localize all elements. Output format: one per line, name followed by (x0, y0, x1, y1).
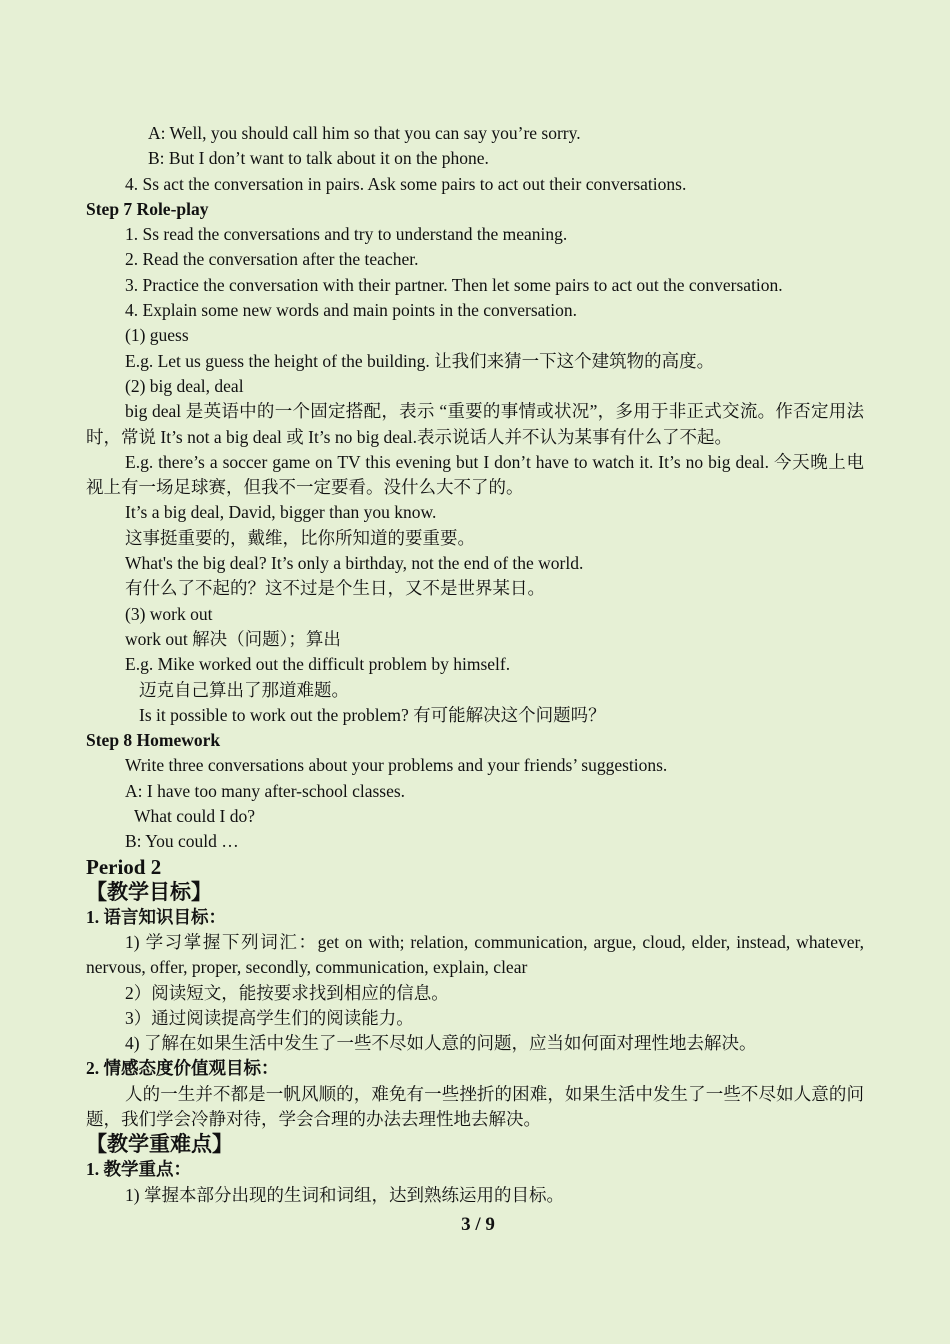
example-line: It’s a big deal, David, bigger than you know. (125, 502, 437, 523)
dialogue-line: What could I do? (134, 806, 255, 827)
subitem-label: (2) big deal, deal (125, 375, 244, 396)
list-item: 3. Practice the conversation with their partner. Then let some pairs to act out the conversation. (125, 274, 783, 295)
list-item: 1) 掌握本部分出现的生词和词组，达到熟练运用的目标。 (125, 1184, 564, 1205)
translation-line: 迈克自己算出了那道难题。 (139, 679, 349, 700)
example-paragraph: E.g. there’s a soccer game on TV this evening but I don’t have to watch it. It’s no big deal. 今天晚上电视上有一场足球赛，但我不一定要看。没什么大不了的。 (86, 451, 864, 498)
key-points-heading: 【教学重难点】 (86, 1132, 233, 1157)
section-heading-step-8: Step 8 Homework (86, 730, 221, 751)
subsection-heading: 2. 情感态度价值观目标： (86, 1058, 279, 1079)
list-item: 4. Explain some new words and main points in the conversation. (125, 300, 578, 321)
example-line: Is it possible to work out the problem? 有可能解决这个问题吗？ (139, 704, 606, 725)
dialogue-line: A: I have too many after-school classes. (125, 780, 406, 801)
list-item: 3）通过阅读提高学生们的阅读能力。 (125, 1007, 414, 1028)
dialogue-line: A: Well, you should call him so that you can say you’re sorry. (148, 123, 581, 143)
translation-line: 这事挺重要的，戴维，比你所知道的要重要。 (125, 527, 475, 548)
subitem-label: (3) work out (125, 603, 213, 624)
translation-line: 有什么了不起的？这不过是个生日，又不是世界某日。 (125, 578, 545, 599)
list-item: 1. Ss read the conversations and try to understand the meaning. (125, 224, 568, 245)
objectives-heading: 【教学目标】 (86, 879, 212, 904)
attitude-paragraph: 人的一生并不都是一帆风顺的，难免有一些挫折的困难，如果生活中发生了一些不尽如人意的问题，我们学会冷静对待，学会合理的办法去理性地去解决。 (86, 1083, 864, 1129)
example-line: E.g. Mike worked out the difficult problem by himself. (125, 654, 511, 675)
list-item: 4) 了解在如果生活中发生了一些不尽如人意的问题，应当如何面对理性地去解决。 (125, 1033, 757, 1054)
dialogue-line: B: You could … (125, 831, 239, 852)
list-item: 2）阅读短文，能按要求找到相应的信息。 (125, 982, 449, 1003)
section-heading-step-7: Step 7 Role-play (86, 198, 209, 219)
subsection-heading: 1. 语言知识目标： (86, 906, 226, 927)
period-heading: Period 2 (86, 854, 162, 879)
example-line: E.g. Let us guess the height of the building. 让我们来猜一下这个建筑物的高度。 (125, 350, 715, 371)
subsection-heading: 1. 教学重点： (86, 1159, 191, 1180)
example-line: What's the big deal? It’s only a birthday, not the end of the world. (125, 553, 584, 574)
vocabulary-paragraph: 1) 学习掌握下列词汇：get on with; relation, communication, argue, cloud, elder, instead, whatever, nervous, offer, proper, secondly, communication, explain, clear (86, 931, 864, 978)
subitem-label: (1) guess (125, 325, 189, 346)
list-item: 4. Ss act the conversation in pairs. Ask some pairs to act out their conversations. (125, 173, 687, 194)
dialogue-line: B: But I don’t want to talk about it on the phone. (148, 148, 489, 169)
list-item: 2. Read the conversation after the teacher. (125, 249, 419, 270)
page-content (86, 121, 864, 1208)
definition-line: work out 解决（问题）；算出 (125, 628, 341, 649)
page-number: 3 / 9 (461, 1214, 495, 1235)
homework-line: Write three conversations about your problems and your friends’ suggestions. (125, 755, 668, 776)
explanation-paragraph: big deal 是英语中的一个固定搭配，表示 “重要的事情或状况”，多用于非正式交流。作否定用法时，常说 It’s not a big deal 或 It’s no big deal.表示说话人并不认为某事有什么了不起。 (86, 401, 864, 447)
